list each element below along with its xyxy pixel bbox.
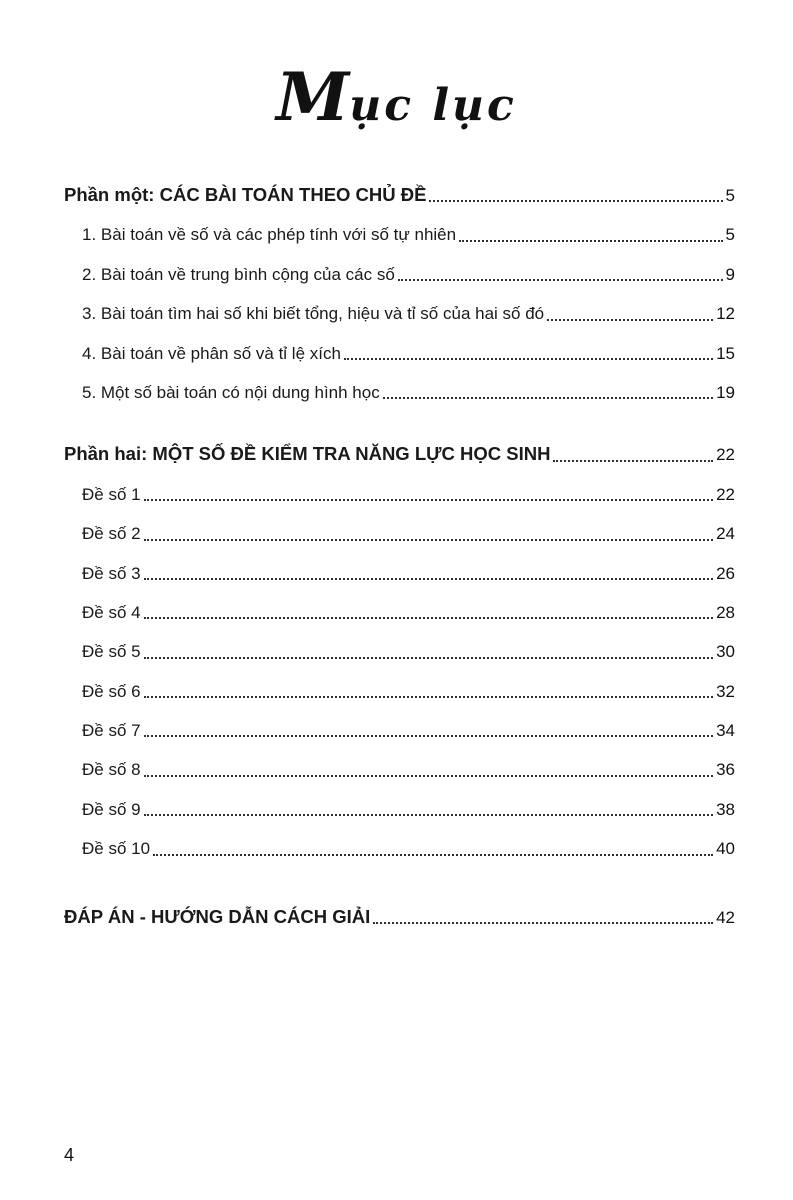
- toc-item: [64, 682, 735, 702]
- section-prefix: Phần một:: [64, 184, 160, 205]
- section-heading-text: [64, 184, 426, 206]
- toc-item: [64, 800, 735, 820]
- toc-item-label: Đề số 9: [82, 799, 141, 819]
- section-title: MỘT SỐ ĐỀ KIỂM TRA NĂNG LỰC HỌC SINH: [152, 443, 551, 465]
- page-ref: 22: [716, 445, 735, 465]
- section-heading-text: [64, 906, 370, 928]
- toc-section-heading-part-one: [64, 184, 735, 206]
- dotted-leader: [344, 358, 713, 360]
- page-ref: 38: [716, 799, 735, 819]
- page-ref: 30: [716, 642, 735, 662]
- dotted-leader: [144, 657, 713, 659]
- toc-item: [64, 383, 735, 403]
- page-ref: 34: [716, 721, 735, 741]
- dotted-leader: [144, 696, 713, 698]
- dotted-leader: [144, 735, 713, 737]
- toc-item: [64, 721, 735, 741]
- dotted-leader: [553, 460, 713, 462]
- table-of-contents: [0, 136, 793, 928]
- toc-section-heading-part-two: [64, 443, 735, 465]
- toc-item-label: Đề số 3: [82, 563, 141, 583]
- toc-item-label: Đề số 10: [82, 839, 151, 859]
- page-title: Mục lục: [276, 58, 517, 136]
- toc-item: [64, 485, 735, 505]
- dotted-leader: [144, 775, 713, 777]
- toc-item-label: Đề số 2: [82, 524, 141, 544]
- page-number: 4: [64, 1145, 75, 1165]
- toc-item: [64, 265, 735, 285]
- toc-item-label: Đề số 8: [82, 760, 141, 780]
- toc-item: [64, 603, 735, 623]
- page-ref: 40: [716, 839, 735, 859]
- page-ref: 28: [716, 602, 735, 622]
- dotted-leader: [144, 617, 713, 619]
- toc-item-label: 4. Bài toán về phân số và tỉ lệ xích: [82, 343, 341, 363]
- page-ref: 5: [725, 186, 735, 205]
- page-ref: 22: [716, 484, 735, 504]
- dotted-leader: [144, 499, 713, 501]
- toc-item-label: 1. Bài toán về số và các phép tính với số tự nhiên: [82, 225, 457, 245]
- page-ref: 42: [716, 907, 735, 927]
- toc-section-heading-answers: [64, 906, 735, 928]
- page-ref: 5: [725, 225, 735, 245]
- dotted-leader: [153, 854, 713, 856]
- dotted-leader: [547, 319, 713, 321]
- dotted-leader: [373, 922, 713, 924]
- dotted-leader: [144, 814, 713, 816]
- toc-item-label: Đề số 1: [82, 484, 141, 504]
- section-title: CÁC BÀI TOÁN THEO CHỦ ĐỀ: [159, 184, 427, 205]
- toc-item: [64, 225, 735, 245]
- toc-item: [64, 344, 735, 364]
- dotted-leader: [459, 240, 722, 242]
- page-ref: 9: [725, 264, 735, 284]
- toc-item: [64, 839, 735, 859]
- toc-item: [64, 760, 735, 780]
- toc-item: [64, 642, 735, 662]
- toc-item-label: Đề số 7: [82, 721, 141, 741]
- toc-item-label: Đề số 6: [82, 681, 141, 701]
- dotted-leader: [144, 578, 713, 580]
- toc-item-label: Đề số 4: [82, 602, 141, 622]
- toc-item-label: 2. Bài toán về trung bình cộng của các số: [82, 264, 395, 284]
- dotted-leader: [383, 397, 713, 399]
- dotted-leader: [429, 200, 722, 202]
- page-ref: 36: [716, 760, 735, 780]
- dotted-leader: [144, 539, 713, 541]
- page-ref: 12: [716, 304, 735, 324]
- toc-item: [64, 524, 735, 544]
- section-prefix: Phần hai:: [64, 443, 153, 465]
- page-ref: 32: [716, 681, 735, 701]
- section-title: ĐÁP ÁN - HƯỚNG DẪN CÁCH GIẢI: [64, 905, 371, 927]
- toc-item-label: 3. Bài toán tìm hai số khi biết tổng, hiệu và tỉ số của hai số đó: [82, 304, 545, 324]
- toc-item: [64, 304, 735, 324]
- page-ref: 15: [716, 343, 735, 363]
- toc-item-label: Đề số 5: [82, 642, 141, 662]
- section-heading-text: [64, 443, 550, 465]
- page-ref: 24: [716, 524, 735, 544]
- page-ref: 26: [716, 563, 735, 583]
- toc-item-label: 5. Một số bài toán có nội dung hình học: [82, 382, 380, 402]
- page-ref: 19: [716, 382, 735, 402]
- toc-item: [64, 564, 735, 584]
- dotted-leader: [398, 279, 723, 281]
